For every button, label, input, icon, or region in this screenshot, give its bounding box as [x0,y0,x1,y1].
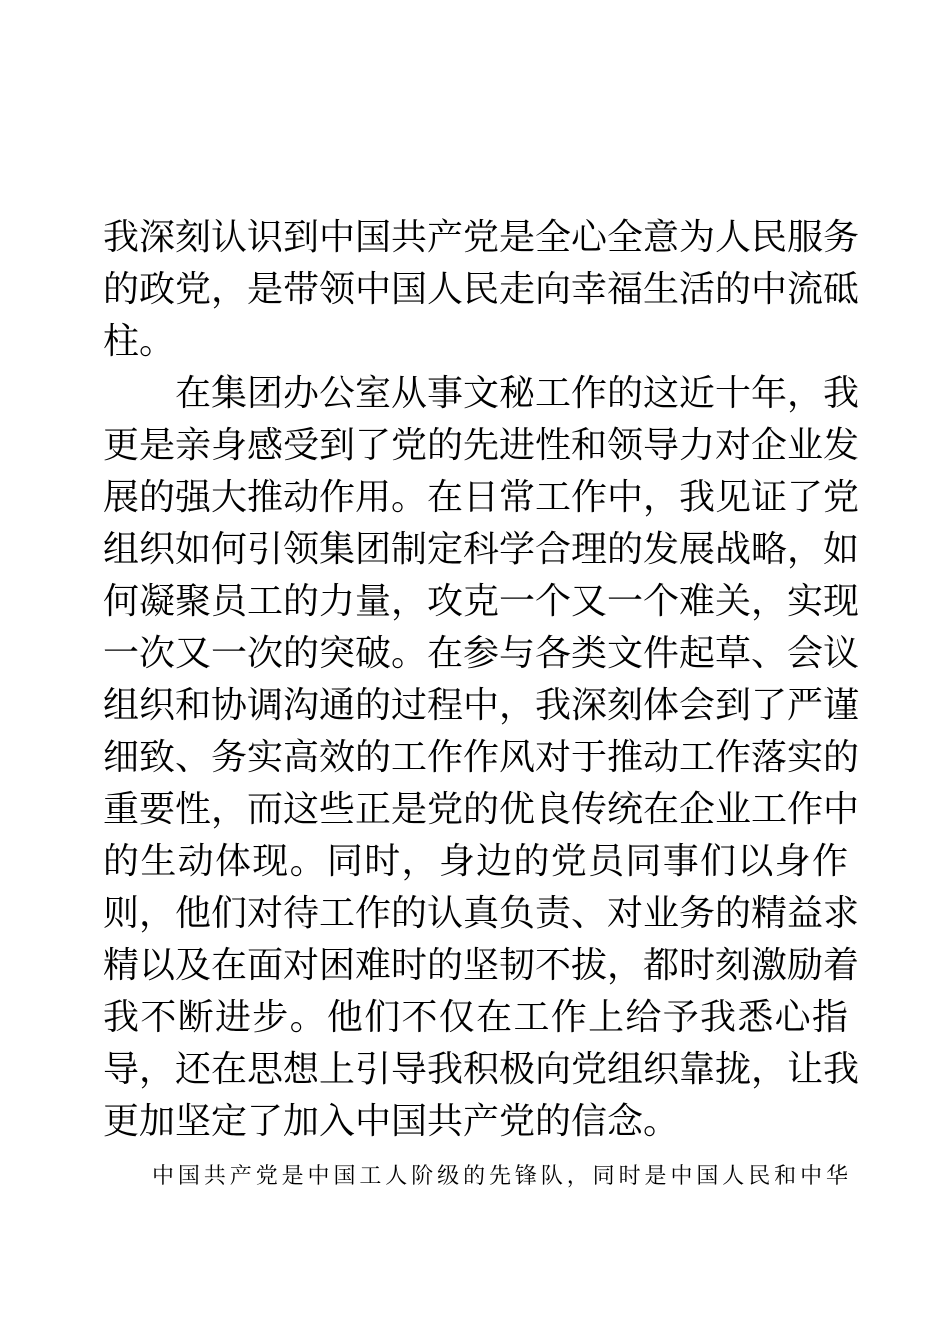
text-line: 展的强大推动作用。在日常工作中，我见证了党 [103,477,860,518]
text-line: 一次又一次的突破。在参与各类文件起草、会议 [103,633,860,674]
text-line: 中国共产党是中国工人阶级的先锋队，同时是中国人民和中华 [152,1164,848,1189]
text-line: 的政党，是带领中国人民走向幸福生活的中流砥 [103,269,860,310]
text-line: 导，还在思想上引导我积极向党组织靠拢，让我 [103,1049,860,1090]
text-line: 我不断进步。他们不仅在工作上给予我悉心指 [103,997,848,1038]
text-line: 细致、务实高效的工作作风对于推动工作落实的 [103,737,860,778]
text-line: 在集团办公室从事文秘工作的这近十年，我 [175,373,860,414]
text-line: 更加坚定了加入中国共产党的信念。 [103,1101,680,1142]
text-line: 精以及在面对困难时的坚韧不拔，都时刻激励着 [103,945,860,986]
text-line: 我深刻认识到中国共产党是全心全意为人民服务 [103,217,860,258]
text-line: 组织和协调沟通的过程中，我深刻体会到了严谨 [103,685,860,726]
text-line: 则，他们对待工作的认真负责、对业务的精益求 [103,893,860,934]
text-line: 何凝聚员工的力量，攻克一个又一个难关，实现 [103,581,860,622]
text-line: 组织如何引领集团制定科学合理的发展战略，如 [103,529,860,570]
text-line: 柱。 [103,321,176,362]
text-line: 的生动体现。同时，身边的党员同事们以身作 [103,841,848,882]
text-line: 重要性，而这些正是党的优良传统在企业工作中 [103,789,860,830]
text-line: 更是亲身感受到了党的先进性和领导力对企业发 [103,425,860,466]
